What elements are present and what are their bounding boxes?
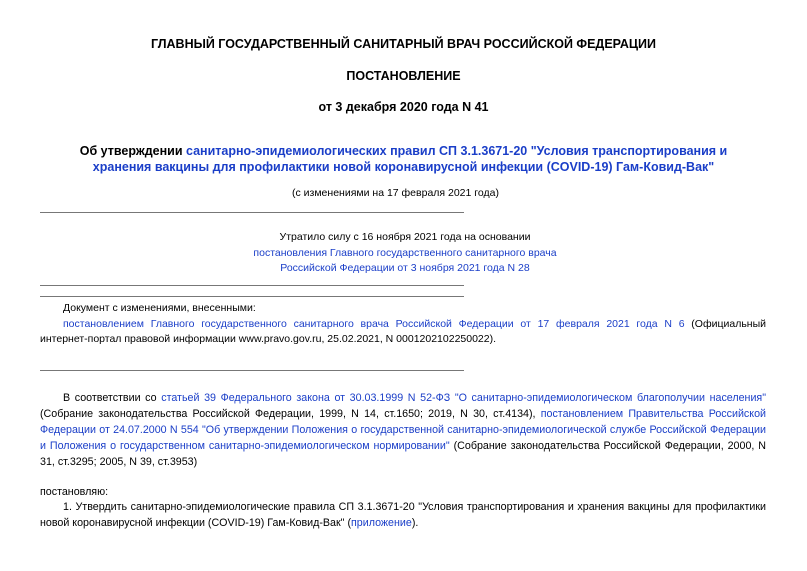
- expired-note: [240, 230, 570, 277]
- expired-link-line1[interactable]: постановления Главного государственного санитарного врача: [253, 246, 557, 259]
- document-authority: ГЛАВНЫЙ ГОСУДАРСТВЕННЫЙ САНИТАРНЫЙ ВРАЧ РОССИЙСКОЙ ФЕДЕРАЦИИ: [150, 37, 657, 51]
- divider: [40, 212, 464, 213]
- basis-intro: В соответствии со: [63, 392, 162, 404]
- title-link-line1[interactable]: санитарно-эпидемиологических правил СП 3.1.3671-20 "Условия транспортирования и: [185, 144, 728, 158]
- decree-item-end: ).: [411, 517, 419, 529]
- divider: [40, 296, 464, 297]
- amendments-note: (с изменениями на 17 февраля 2021 года): [292, 187, 499, 199]
- changes-line1: [63, 317, 766, 333]
- basis-paragraph: [40, 390, 766, 470]
- changes-link[interactable]: постановлением Главного государственного санитарного врача Российской Федерации от 17 февраля 2021 года N 6: [63, 318, 685, 330]
- document-title: [0, 143, 807, 175]
- changes-line2: интернет-портал правовой информации www.pravo.gov.ru, 25.02.2021, N 0001202102250022).: [40, 333, 497, 345]
- appendix-link[interactable]: приложение: [351, 517, 412, 529]
- decree-item-text: новой коронавирусной инфекции (COVID-19) Гам-Ковид-Вак" (: [40, 517, 352, 529]
- basis-source-end: 31, ст.3295; 2005, N 39, ст.3953): [40, 456, 198, 468]
- document-date-number: от 3 декабря 2020 года N 41: [318, 100, 489, 114]
- decree-item-1: [40, 499, 766, 531]
- decree-word: постановляю:: [40, 486, 109, 498]
- expired-line: Утратило силу с 16 ноября 2021 года на основании: [279, 231, 531, 243]
- divider: [40, 370, 464, 371]
- document-type: ПОСТАНОВЛЕНИЕ: [346, 69, 461, 83]
- decree-item-line1: 1. Утвердить санитарно-эпидемиологические правила СП 3.1.3671-20 "Условия транспортирования и хранения вакцины для профилактики: [63, 501, 766, 513]
- title-prefix: Об утверждении: [79, 144, 186, 158]
- changes-intro: Документ с изменениями, внесенными:: [63, 302, 256, 314]
- basis-resolution-link-cont[interactable]: Федерации от 24.07.2000 N 554 "Об утверждении Положения о государственной санитарно-эпидемиологической службе Российской Федерации: [40, 424, 766, 436]
- basis-source: (Собрание законодательства Российской Федерации, 2000, N: [449, 440, 767, 452]
- title-link-line2[interactable]: хранения вакцины для профилактики новой коронавирусной инфекции (COVID-19) Гам-Ковид-Вак": [92, 160, 715, 174]
- expired-link-line2[interactable]: Российской Федерации от 3 ноября 2021 года N 28: [280, 262, 530, 274]
- basis-resolution-link[interactable]: постановлением Правительства Российской: [540, 408, 766, 420]
- basis-law-link[interactable]: статьей 39 Федерального закона от 30.03.1999 N 52-ФЗ "О санитарно-эпидемиологическом благополучии населения": [161, 392, 767, 404]
- changes-source: (Официальный: [684, 318, 766, 330]
- divider: [40, 285, 464, 286]
- basis-resolution-link-end[interactable]: и Положения о государственном санитарно-эпидемиологическом нормировании": [40, 440, 450, 452]
- basis-text: (Собрание законодательства Российской Федерации, 1999, N 14, ст.1650; 2019, N 30, ст.4134),: [40, 408, 541, 420]
